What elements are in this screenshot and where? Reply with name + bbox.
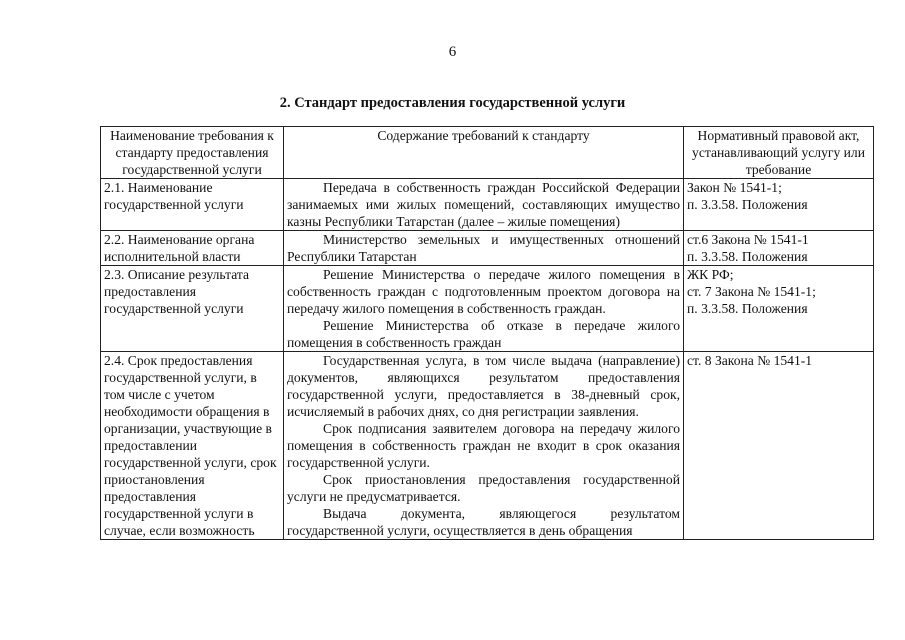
content-paragraph: Министерство земельных и имущественных отношений Республики Татарстан (287, 232, 680, 264)
act-line: ЖК РФ; (687, 267, 734, 282)
table-row (101, 352, 874, 540)
section-title: 2. Стандарт предоставления государственной услуги (279, 95, 626, 111)
row-acts (684, 231, 874, 266)
content-paragraph: Срок приостановления предоставления государственной услуги не предусматривается. (287, 472, 680, 504)
content-paragraph: Государственная услуга, в том числе выдача (направление) документов, являющихся результатом предоставления государственной услуги, предоставляется в 38-дневный срок, исчисляемый в рабочих днях, со дня регистрации заявления. (287, 353, 680, 419)
table-row (101, 231, 874, 266)
act-line: п. 3.3.58. Положения (687, 249, 808, 264)
row-acts (684, 266, 874, 352)
content-paragraph: Решение Министерства об отказе в передаче жилого помещения в собственность граждан (287, 318, 680, 350)
table-row (101, 266, 874, 352)
act-line: п. 3.3.58. Положения (687, 197, 808, 212)
row-name: 2.2. Наименование органа исполнительной власти (101, 231, 284, 266)
header-requirement-name: Наименование требования к стандарту предоставления государственной услуги (101, 127, 284, 179)
row-content (284, 179, 684, 231)
act-line: ст. 7 Закона № 1541-1; (687, 284, 816, 299)
row-content (284, 231, 684, 266)
row-content (284, 352, 684, 540)
header-legal-act: Нормативный правовой акт, устанавливающий услугу или требование (684, 127, 874, 179)
content-paragraph: Передача в собственность граждан Российской Федерации занимаемых ими жилых помещений, составляющих имущество казны Республики Татарстан (далее – жилые помещения) (287, 180, 680, 229)
act-line: ст.6 Закона № 1541-1 (687, 232, 809, 247)
row-name: 2.1. Наименование государственной услуги (101, 179, 284, 231)
table-row (101, 179, 874, 231)
act-line: п. 3.3.58. Положения (687, 301, 808, 316)
act-line: ст. 8 Закона № 1541-1 (687, 353, 813, 368)
content-paragraph: Срок подписания заявителем договора на передачу жилого помещения в собственность граждан не входит в срок оказания государственной услуги. (287, 421, 680, 470)
row-content (284, 266, 684, 352)
header-requirement-content: Содержание требований к стандарту (284, 127, 684, 179)
content-paragraph: Решение Министерства о передаче жилого помещения в собственность граждан с подготовленным проектом договора на передачу жилого помещения в собственность граждан. (287, 267, 680, 316)
table-header-row (101, 127, 874, 179)
row-name: 2.3. Описание результата предоставления государственной услуги (101, 266, 284, 352)
row-acts (684, 352, 874, 540)
act-line: Закон № 1541-1; (687, 180, 782, 195)
standard-table (100, 126, 874, 540)
row-name: 2.4. Срок предоставления государственной услуги, в том числе с учетом необходимости обращения в организации, участвующие в предоставлении государственной услуги, срок приостановления предоставления государственной услуги в случае, если возможность (101, 352, 284, 540)
content-paragraph: Выдача документа, являющегося результатом государственной услуги, осуществляется в день обращения (287, 506, 680, 538)
row-acts (684, 179, 874, 231)
page-number: 6 (448, 44, 457, 60)
